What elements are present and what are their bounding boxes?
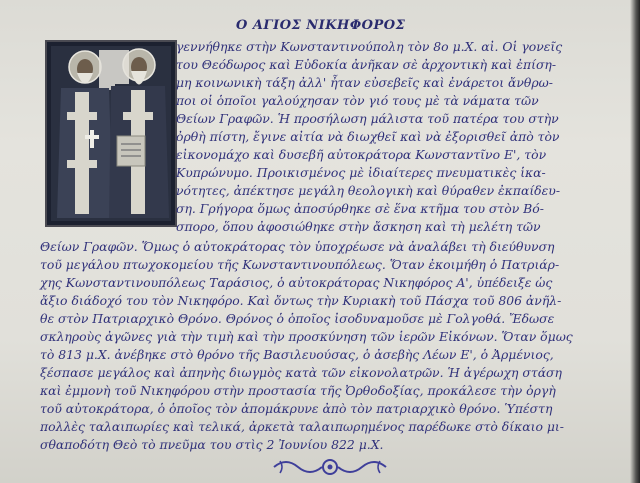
text-line: ση. Γρήγορα ὅμως ἀποσύρθηκε σὲ ἕνα κτῆμα του στὸν Βό-	[176, 201, 544, 216]
text-line: τὸ 813 μ.Χ. ἀνέβηκε στὸ θρόνο τῆς Βασιλευούσας, ὁ ἀσεβὴς Λέων Ε', ὁ Ἀρμένιος,	[40, 347, 554, 362]
page-title: Ο ΑΓΙΟΣ ΝΙΚΗΦΟΡΟΣ	[236, 18, 406, 33]
text-line: πολλὲς ταλαιπωρίες καὶ τελικά, ἀρκετὰ ταλαιπωρημένος παρέδωκε στὸ δίκαιο μι-	[40, 419, 564, 434]
text-line: ξέσπασε μεγάλος καὶ ἀπηνὴς διωγμὸς κατὰ τῶν εἰκονολατρῶν. Ἡ ἀγέρωχη στάση	[40, 365, 562, 380]
text-line: ὀρθὴ πίστη, ἔγινε αἰτία νὰ διωχθεῖ καὶ νὰ ἐξορισθεῖ ἀπὸ τὸν	[176, 129, 560, 144]
text-line: γεννήθηκε στὴν Κωνσταντινούπολη τὸν 8ο μ.Χ. αἰ. Οἱ γονεῖς	[176, 39, 563, 54]
text-line: Θείων Γραφῶν. Ὅμως ὁ αὐτοκράτορας τὸν ὑποχρέωσε νὰ ἀναλάβει τὴ διεύθυνση	[40, 239, 555, 254]
page-edge-shadow	[630, 0, 640, 483]
text-line: σπορο, ὅπου ἀφοσιώθηκε στὴν ἄσκηση καὶ τὴ μελέτη τῶν	[176, 219, 541, 234]
text-line: σκληροὺς ἀγῶνες γιὰ τὴν τιμὴ καὶ τὴν προσκύνηση τῶν ἱερῶν Εἰκόνων. Ὅταν ὅμως	[40, 329, 573, 344]
text-line: χης Κωνσταντινουπόλεως Ταράσιος, ὁ αὐτοκράτορας Νικηφόρος Α', ὑπέδειξε ὡς	[40, 275, 553, 290]
text-line: ἄξιο διάδοχό του τὸν Νικηφόρο. Καὶ ὄντως τὴν Κυριακὴ τοῦ Πάσχα τοῦ 806 ἀνῆλ-	[40, 293, 562, 308]
text-line: Θείων Γραφῶν. Ἡ προσήλωση μάλιστα τοῦ πατέρα του στὴν	[176, 111, 559, 126]
text-line: μη κοινωνικὴ τάξη ἀλλ' ἦταν εὐσεβεῖς καὶ ἐνάρετοι ἄνθρω-	[176, 75, 553, 90]
text-line: του Θεόδωρος καὶ Εὐδοκία ἀνῆκαν σὲ ἀρχοντικὴ καὶ ἐπίση-	[176, 57, 557, 72]
text-line: τοῦ αὐτοκράτορα, ὁ ὁποῖος τὸν ἀπομάκρυνε ἀπὸ τὸν πατριαρχικὸ θρόνο. Ὑπέστη	[40, 401, 553, 416]
text-line: τοῦ μεγάλου πτωχοκομείου τῆς Κωνσταντινουπόλεως. Ὅταν ἐκοιμήθη ὁ Πατριάρ-	[40, 257, 560, 272]
text-line: θε στὸν Πατριαρχικὸ Θρόνο. Θρόνος ὁ ὁποῖος ἰσοδυναμοῦσε μὲ Γολγοθά. Ἔδωσε	[40, 311, 555, 326]
text-line: ποι οἱ ὁποῖοι γαλούχησαν τὸν γιό τους μὲ τὰ νάματα τῶν	[176, 93, 539, 108]
saints-icon-image	[45, 40, 177, 227]
saints-icon	[47, 42, 175, 225]
text-line: εἰκονομάχο καὶ δυσεβῆ αὐτοκράτορα Κωνσταντῖνο Ε', τὸν	[176, 147, 547, 162]
text-line: σθαποδότη Θεὸ τὸ πνεῦμα του στὶς 2 Ἰουνίου 822 μ.Χ.	[40, 437, 384, 452]
ornament-divider	[270, 455, 390, 479]
text-line: καὶ ἐμμονὴ τοῦ Νικηφόρου στὴν προστασία τῆς Ὀρθοδοξίας, προκάλεσε τὴν ὀργὴ	[40, 383, 556, 398]
text-line: Κυπρώνυμο. Προικισμένος μὲ ἰδιαίτερες πνευματικὲς ἱκα-	[176, 165, 546, 180]
text-line: νότητες, ἀπέκτησε μεγάλη θεολογικὴ καὶ θύραθεν ἐκπαίδευ-	[176, 183, 561, 198]
